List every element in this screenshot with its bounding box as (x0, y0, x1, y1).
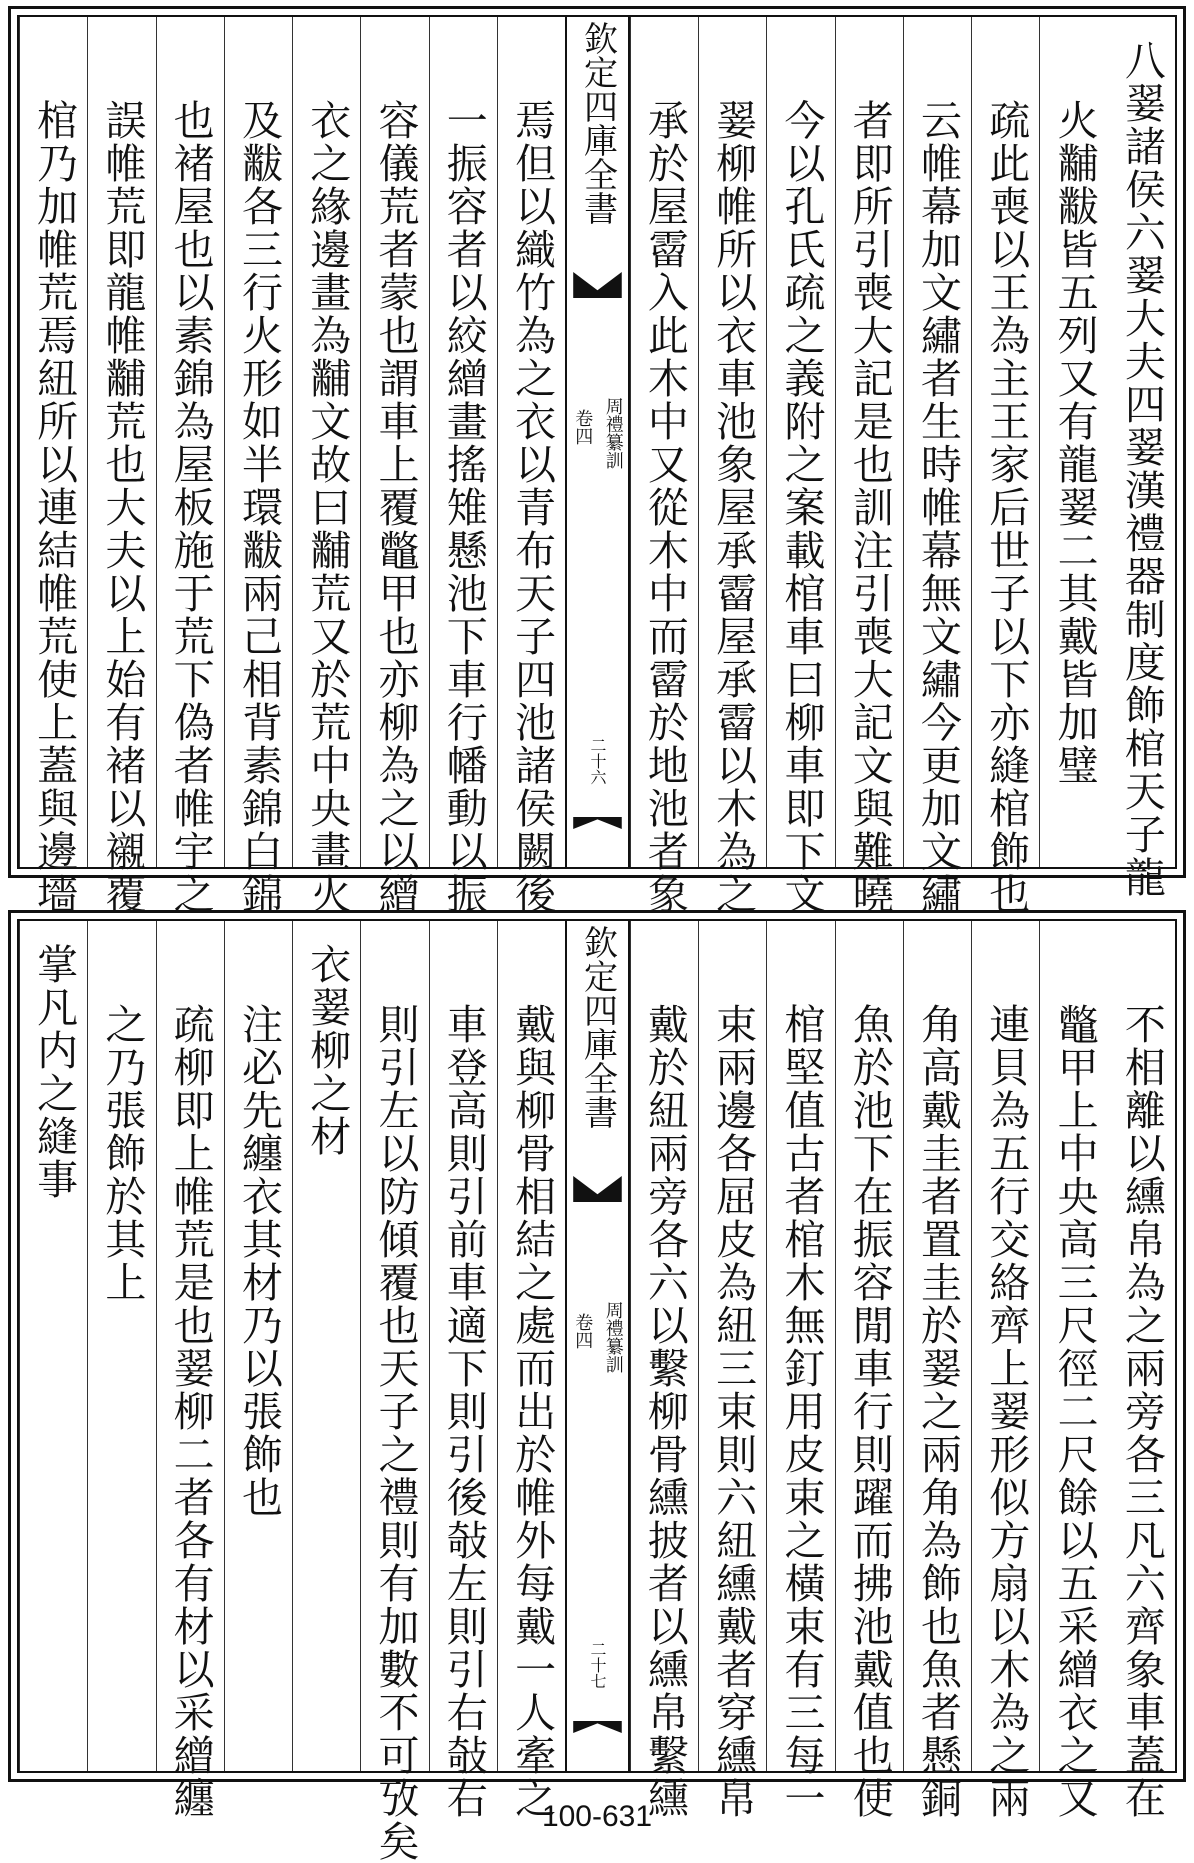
text-column (156, 921, 224, 1820)
text-column (292, 921, 360, 1771)
text-column (1039, 17, 1107, 867)
text-column (766, 17, 834, 916)
text-column (1108, 921, 1175, 1820)
column-text: 魚於池下在振容閒車行則躍而拂池戴值也使 (845, 1003, 894, 1820)
text-column (87, 17, 155, 916)
column-text: 誤帷荒即龍帷黼荒也大夫以上始有褚以襯覆 (98, 99, 147, 916)
text-column (87, 921, 155, 1771)
text-column (698, 17, 766, 916)
text-column (224, 921, 292, 1771)
text-column (903, 17, 971, 916)
text-column (360, 921, 428, 1863)
column-text: 翣柳帷所以衣車池象屋承霤屋承霤以木為之 (709, 99, 758, 916)
column-text: 掌凡内之縫事 (30, 943, 79, 1201)
column-text: 容儀荒者蒙也謂車上覆鼈甲也亦柳為之以繒 (371, 99, 420, 916)
text-column (497, 921, 565, 1820)
text-column (19, 17, 87, 916)
center-gutter (565, 921, 630, 1771)
column-text: 及黻各三行火形如半環黻兩己相背素錦白錦 (234, 99, 283, 916)
text-column (292, 17, 360, 916)
top-page (8, 6, 1186, 916)
text-column (835, 921, 903, 1820)
column-text: 注必先纏衣其材乃以張飾也 (234, 1003, 283, 1519)
column-text: 之乃張飾於其上 (98, 1003, 147, 1304)
column-text: 車登高則引前車適下則引後敧左則引右敧右 (439, 1003, 488, 1820)
column-text: 鼈甲上中央高三尺徑二尺餘以五采繒衣之又 (1050, 1003, 1099, 1820)
leaf-number: 二十六 (587, 737, 607, 785)
column-text: 不相離以纁帛為之兩旁各三凡六齊象車蓋在 (1117, 1003, 1166, 1820)
text-column (698, 921, 766, 1820)
column-text: 衣翣柳之材 (303, 943, 352, 1158)
column-text: 承於屋霤入此木中又從木中而霤於地池者象 (640, 99, 689, 916)
column-text: 則引左以防傾覆也天子之禮則有加數不可攷矣 (371, 1003, 420, 1863)
collection-title: 欽定四庫全書 (577, 925, 618, 1129)
column-text: 一振容者以絞繒畫搖雉懸池下車行幡動以振 (439, 99, 488, 916)
bottom-ornament (573, 1721, 622, 1733)
column-text: 棺乃加帷荒焉紐所以連結帷荒使上蓋與邊墻 (30, 99, 79, 916)
fish-tail-ornament (573, 1176, 622, 1202)
bottom-ornament (573, 817, 622, 829)
fish-tail-ornament (573, 272, 622, 298)
center-gutter (565, 17, 630, 867)
column-text: 衣之緣邊畫為黼文故曰黼荒又於荒中央畫火 (303, 99, 352, 916)
text-column (1108, 17, 1175, 899)
column-text: 疏此喪以王為主王家后世子以下亦縫棺飾也 (982, 99, 1031, 916)
book-title: 周禮纂訓 (602, 397, 624, 469)
text-column (766, 921, 834, 1820)
page-number-footer: 100-631 (541, 1800, 653, 1833)
volume-label: 卷四 (572, 409, 594, 445)
volume-label: 卷四 (572, 1313, 594, 1349)
text-column (19, 921, 87, 1771)
column-text: 戴與柳骨相結之處而出於帷外每戴一人牽之 (508, 1003, 557, 1820)
column-text: 角高戴圭者置圭於翣之兩角為飾也魚者懸銅 (914, 1003, 963, 1820)
column-text: 火黼黻皆五列又有龍翣二其戴皆加璧 (1050, 99, 1099, 787)
column-text: 八翣諸侯六翣大夫四翣漢禮器制度飾棺天子龍 (1117, 39, 1166, 899)
text-column (630, 17, 698, 916)
column-text: 戴於紐兩旁各六以繫柳骨纁披者以纁帛繫纁 (640, 1003, 689, 1820)
column-text: 云帷幕加文繡者生時帷幕無文繡今更加文繡 (914, 99, 963, 916)
column-text: 束兩邊各屈皮為紐三束則六紐纁戴者穿纁帛 (709, 1003, 758, 1820)
text-column (429, 921, 497, 1820)
column-text: 焉但以織竹為之衣以青布天子四池諸侯闕後 (508, 99, 557, 916)
leaf-number: 二十七 (587, 1641, 607, 1689)
column-text: 也褚屋也以素錦為屋板施于荒下偽者帷宇之 (166, 99, 215, 916)
top-page-columns (17, 15, 1177, 916)
text-column (1039, 921, 1107, 1820)
text-column (971, 921, 1039, 1820)
book-title: 周禮纂訓 (602, 1301, 624, 1373)
text-column (429, 17, 497, 916)
column-text: 疏柳即上帷荒是也翣柳二者各有材以采繒纏 (166, 1003, 215, 1820)
text-column (835, 17, 903, 916)
column-text: 棺堅值古者棺木無釘用皮束之橫束有三每一 (777, 1003, 826, 1820)
text-column (903, 921, 971, 1820)
text-column (360, 17, 428, 916)
text-column (224, 17, 292, 916)
text-column (971, 17, 1039, 916)
collection-title: 欽定四庫全書 (577, 21, 618, 225)
column-text: 今以孔氏疏之義附之案載棺車曰柳車即下文 (777, 99, 826, 916)
text-column (630, 921, 698, 1820)
column-text: 連貝為五行交絡齊上翣形似方扇以木為之兩 (982, 1003, 1031, 1820)
text-column (156, 17, 224, 916)
text-column (497, 17, 565, 916)
column-text: 者即所引喪大記是也訓注引喪大記文與難曉 (845, 99, 894, 916)
